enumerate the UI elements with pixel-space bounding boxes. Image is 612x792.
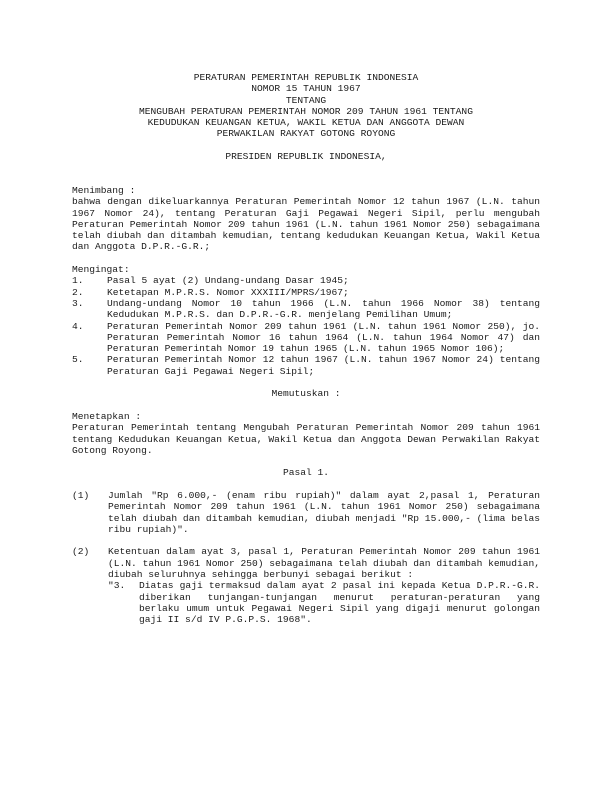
item-text: Undang-undang Nomor 10 tahun 1966 (L.N. tahun 1966 Nomor 38) tentang Kedudukan M.P.R.S. dan D.P.R.-G.R. menjelang Pemilihan Umum; <box>107 297 540 321</box>
paragraph-text: Jumlah "Rp 6.000,- (enam ribu rupiah)" dalam ayat 2,pasal 1, Peraturan Pemerintah Nomor 209 tahun 1961 (L.N. tahun 1961 Nomor 250) sebagaimana telah diubah dan ditambah kemudian, diubah menjadi "Rp 15.000,- (lima belas ribu rupiah)". <box>108 489 540 535</box>
document-page <box>72 72 540 626</box>
mengingat-section <box>72 264 540 377</box>
mengingat-item <box>72 287 540 298</box>
paragraph-number: (1) <box>72 489 90 501</box>
title-line-5: KEDUDUKAN KEUANGAN KETUA, WAKIL KETUA DAN ANGGOTA DEWAN <box>147 117 465 129</box>
item-number: 2. <box>72 286 84 298</box>
paragraph-text: Ketentuan dalam ayat 3, pasal 1, Peraturan Pemerintah Nomor 209 tahun 1961 (L.N. tahun 1961 Nomor 250) sebagaimana telah diubah dan ditambah kemudian, diubah seluruhnya sehingga berbunyi sebagai berikut : <box>108 546 540 581</box>
title-line-4: MENGUBAH PERATURAN PEMERINTAH NOMOR 209 TAHUN 1961 TENTANG <box>139 105 473 117</box>
menetapkan-section <box>72 411 540 456</box>
mengingat-item <box>72 321 540 355</box>
mengingat-item <box>72 275 540 286</box>
president-heading: PRESIDEN REPUBLIK INDONESIA, <box>225 151 387 163</box>
title-line-2: NOMOR 15 TAHUN 1967 <box>251 83 361 95</box>
mengingat-item <box>72 354 540 377</box>
item-text: Peraturan Pemerintah Nomor 209 tahun 1961 (L.N. tahun 1961 Nomor 250), jo. Peraturan Pemerintah Nomor 16 tahun 1964 (L.N. tahun 1964 Nomor 47) dan Peraturan Pemerintah Nomor 19 tahun 1965 (L.N. tahun 1965 Nomor 106); <box>107 320 540 355</box>
pasal-title: Pasal 1. <box>282 467 330 479</box>
mengingat-item <box>72 298 540 321</box>
title-line-3: TENTANG <box>285 94 327 106</box>
mengingat-label: Mengingat: <box>72 264 130 276</box>
item-text: Ketetapan M.P.R.S. Nomor XXXIII/MPRS/1967; <box>107 286 349 298</box>
item-number: 3. <box>72 297 84 309</box>
menimbang-section <box>72 185 540 253</box>
document-title <box>72 72 540 140</box>
item-number: 4. <box>72 320 84 332</box>
menimbang-text: bahwa dengan dikeluarkannya Peraturan Pemerintah Nomor 12 tahun 1967 (L.N. tahun 1967 Nomor 24), tentang Peraturan Gaji Pegawai Negeri Sipil, perlu mengubah Peraturan Pemerintah Nomor 209 tahun 1961 (L.N. tahun 1961 Nomor 250) sebagaimana telah diubah dan ditambah kemudian, tentang kedudukan Keuangan Ketua, Wakil Ketua dan Anggota D.P.R.-G.R.; <box>72 196 540 253</box>
clause-text: Diatas gaji termaksud dalam ayat 2 pasal ini kepada Ketua D.P.R.-G.R. diberikan tunjangan-tunjangan menurut peraturan-peraturan yang berlaku umum untuk Pegawai Negeri Sipil yang digaji menurut golongan gaji II s/d IV P.G.P.S. 1968". <box>139 580 540 626</box>
title-line-1: PERATURAN PEMERINTAH REPUBLIK INDONESIA <box>193 72 419 83</box>
paragraph-number: (2) <box>72 546 90 558</box>
title-line-6: PERWAKILAN RAKYAT GOTONG ROYONG <box>216 128 396 140</box>
menimbang-label: Menimbang : <box>72 184 136 196</box>
memutuskan-heading: Memutuskan : <box>271 388 341 400</box>
quoted-clause <box>108 580 540 625</box>
item-text: Peraturan Pemerintah Nomor 12 tahun 1967 (L.N. tahun 1967 Nomor 24) tentang Peraturan Gaji Pegawai Negeri Sipil; <box>107 354 540 377</box>
menetapkan-text: Peraturan Pemerintah tentang Mengubah Peraturan Pemerintah Nomor 209 tahun 1961 tentang Kedudukan Keuangan Ketua, Wakil Ketua dan Anggota Dewan Perwakilan Rakyat Gotong Royong. <box>72 422 540 456</box>
paragraph-body <box>108 546 540 625</box>
clause-number: "3. <box>108 580 126 592</box>
pasal-paragraph <box>72 546 540 625</box>
menetapkan-label: Menetapkan : <box>72 410 142 422</box>
item-number: 1. <box>72 275 84 287</box>
item-number: 5. <box>72 354 84 366</box>
pasal-paragraph <box>72 490 540 535</box>
item-text: Pasal 5 ayat (2) Undang-undang Dasar 1945; <box>107 275 349 287</box>
